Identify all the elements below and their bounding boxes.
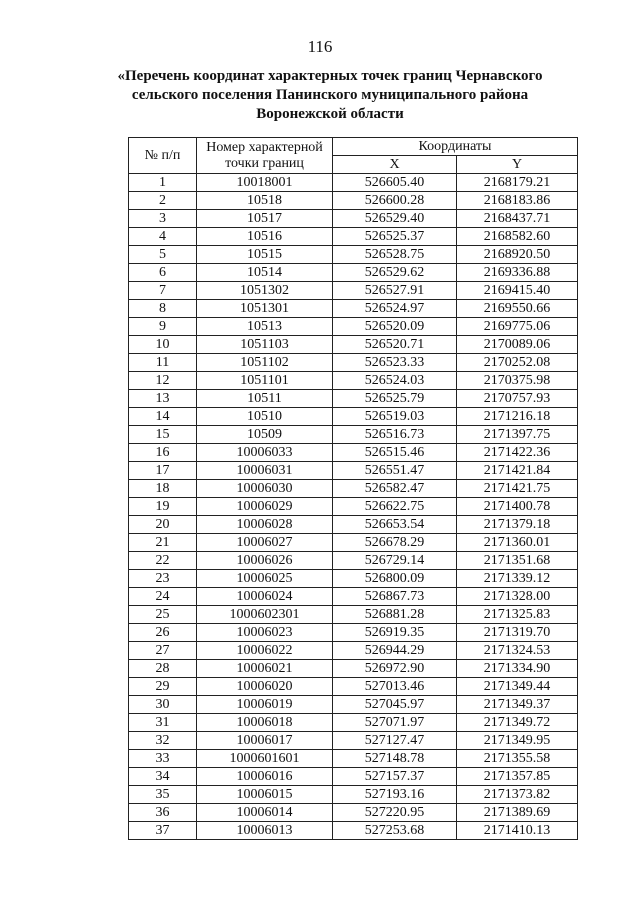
table-row	[129, 516, 578, 534]
cell-point: 10514	[197, 264, 333, 282]
cell-y: 2171319.70	[457, 624, 578, 642]
table-row	[129, 282, 578, 300]
cell-x: 526678.29	[333, 534, 457, 552]
cell-y: 2171422.36	[457, 444, 578, 462]
cell-x: 526529.40	[333, 210, 457, 228]
cell-x: 526527.91	[333, 282, 457, 300]
table-row	[129, 642, 578, 660]
table-row	[129, 354, 578, 372]
cell-point: 10509	[197, 426, 333, 444]
cell-num: 33	[129, 750, 197, 768]
cell-y: 2171324.53	[457, 642, 578, 660]
table-row	[129, 552, 578, 570]
cell-num: 9	[129, 318, 197, 336]
cell-x: 527157.37	[333, 768, 457, 786]
cell-y: 2171355.58	[457, 750, 578, 768]
cell-x: 526653.54	[333, 516, 457, 534]
cell-num: 37	[129, 822, 197, 840]
table-row	[129, 588, 578, 606]
cell-x: 526867.73	[333, 588, 457, 606]
cell-x: 527148.78	[333, 750, 457, 768]
cell-num: 29	[129, 678, 197, 696]
cell-num: 14	[129, 408, 197, 426]
cell-y: 2171397.75	[457, 426, 578, 444]
cell-point: 10006019	[197, 696, 333, 714]
cell-y: 2171410.13	[457, 822, 578, 840]
cell-y: 2169775.06	[457, 318, 578, 336]
cell-x: 526605.40	[333, 174, 457, 192]
document-title: «Перечень координат характерных точек границ Чернавского сельского поселения Панинского муниципального района Воронежской области	[117, 68, 543, 122]
cell-point: 10006030	[197, 480, 333, 498]
cell-y: 2171334.90	[457, 660, 578, 678]
table-row	[129, 786, 578, 804]
cell-num: 3	[129, 210, 197, 228]
cell-y: 2171349.72	[457, 714, 578, 732]
cell-num: 18	[129, 480, 197, 498]
cell-num: 5	[129, 246, 197, 264]
table-row	[129, 246, 578, 264]
cell-num: 32	[129, 732, 197, 750]
cell-num: 17	[129, 462, 197, 480]
cell-num: 6	[129, 264, 197, 282]
cell-y: 2169336.88	[457, 264, 578, 282]
table-row	[129, 390, 578, 408]
cell-point: 10006028	[197, 516, 333, 534]
cell-y: 2171349.37	[457, 696, 578, 714]
cell-point: 10006025	[197, 570, 333, 588]
table-row	[129, 696, 578, 714]
cell-x: 527193.16	[333, 786, 457, 804]
cell-x: 526524.03	[333, 372, 457, 390]
cell-y: 2171360.01	[457, 534, 578, 552]
table-row	[129, 804, 578, 822]
cell-num: 31	[129, 714, 197, 732]
cell-y: 2170375.98	[457, 372, 578, 390]
header-row	[129, 138, 578, 156]
cell-x: 527253.68	[333, 822, 457, 840]
table-row	[129, 426, 578, 444]
table-row	[129, 750, 578, 768]
cell-num: 34	[129, 768, 197, 786]
cell-num: 10	[129, 336, 197, 354]
cell-x: 526524.97	[333, 300, 457, 318]
cell-x: 526582.47	[333, 480, 457, 498]
cell-point: 1051101	[197, 372, 333, 390]
cell-num: 4	[129, 228, 197, 246]
cell-point: 10006024	[197, 588, 333, 606]
cell-point: 10517	[197, 210, 333, 228]
cell-point: 10006015	[197, 786, 333, 804]
table-row	[129, 732, 578, 750]
cell-point: 10515	[197, 246, 333, 264]
cell-num: 26	[129, 624, 197, 642]
cell-num: 2	[129, 192, 197, 210]
cell-x: 526528.75	[333, 246, 457, 264]
table-row	[129, 462, 578, 480]
coordinates-table	[128, 137, 578, 840]
cell-y: 2171421.75	[457, 480, 578, 498]
cell-num: 22	[129, 552, 197, 570]
cell-num: 1	[129, 174, 197, 192]
cell-num: 15	[129, 426, 197, 444]
cell-point: 10006016	[197, 768, 333, 786]
cell-x: 526944.29	[333, 642, 457, 660]
table-row	[129, 714, 578, 732]
cell-x: 526972.90	[333, 660, 457, 678]
cell-x: 527127.47	[333, 732, 457, 750]
table-row	[129, 336, 578, 354]
header-x: X	[333, 156, 457, 174]
cell-num: 35	[129, 786, 197, 804]
table-row	[129, 822, 578, 840]
table-row	[129, 408, 578, 426]
table-row	[129, 228, 578, 246]
cell-y: 2170252.08	[457, 354, 578, 372]
header-num: № п/п	[129, 138, 197, 174]
cell-num: 19	[129, 498, 197, 516]
cell-y: 2171349.95	[457, 732, 578, 750]
cell-y: 2171339.12	[457, 570, 578, 588]
cell-y: 2171349.44	[457, 678, 578, 696]
cell-point: 1051102	[197, 354, 333, 372]
cell-y: 2168920.50	[457, 246, 578, 264]
cell-point: 1000602301	[197, 606, 333, 624]
cell-num: 30	[129, 696, 197, 714]
cell-point: 10006026	[197, 552, 333, 570]
cell-point: 10518	[197, 192, 333, 210]
cell-point: 10018001	[197, 174, 333, 192]
cell-num: 25	[129, 606, 197, 624]
cell-y: 2171357.85	[457, 768, 578, 786]
table-row	[129, 318, 578, 336]
cell-point: 10006031	[197, 462, 333, 480]
cell-x: 526600.28	[333, 192, 457, 210]
cell-point: 10006033	[197, 444, 333, 462]
cell-point: 10006027	[197, 534, 333, 552]
cell-y: 2171216.18	[457, 408, 578, 426]
cell-point: 10516	[197, 228, 333, 246]
cell-x: 527220.95	[333, 804, 457, 822]
table-row	[129, 660, 578, 678]
cell-x: 527013.46	[333, 678, 457, 696]
cell-x: 526881.28	[333, 606, 457, 624]
cell-y: 2170757.93	[457, 390, 578, 408]
cell-num: 20	[129, 516, 197, 534]
cell-x: 526551.47	[333, 462, 457, 480]
cell-point: 10006018	[197, 714, 333, 732]
page-number: 116	[307, 37, 333, 56]
cell-y: 2169415.40	[457, 282, 578, 300]
cell-x: 526529.62	[333, 264, 457, 282]
table-row	[129, 570, 578, 588]
cell-num: 12	[129, 372, 197, 390]
cell-y: 2169550.66	[457, 300, 578, 318]
cell-x: 527071.97	[333, 714, 457, 732]
table-row	[129, 606, 578, 624]
cell-x: 527045.97	[333, 696, 457, 714]
cell-y: 2171379.18	[457, 516, 578, 534]
table-row	[129, 210, 578, 228]
cell-num: 8	[129, 300, 197, 318]
cell-x: 526622.75	[333, 498, 457, 516]
cell-num: 21	[129, 534, 197, 552]
cell-point: 10006013	[197, 822, 333, 840]
table-row	[129, 192, 578, 210]
cell-point: 10006022	[197, 642, 333, 660]
cell-x: 526729.14	[333, 552, 457, 570]
table-row	[129, 444, 578, 462]
cell-num: 11	[129, 354, 197, 372]
cell-x: 526519.03	[333, 408, 457, 426]
cell-point: 10006017	[197, 732, 333, 750]
cell-point: 10006014	[197, 804, 333, 822]
cell-point: 10006029	[197, 498, 333, 516]
table-row	[129, 498, 578, 516]
table-row	[129, 264, 578, 282]
table-body	[129, 174, 578, 840]
table-row	[129, 768, 578, 786]
cell-y: 2168183.86	[457, 192, 578, 210]
cell-y: 2168179.21	[457, 174, 578, 192]
cell-x: 526520.09	[333, 318, 457, 336]
cell-num: 7	[129, 282, 197, 300]
cell-y: 2171373.82	[457, 786, 578, 804]
cell-num: 16	[129, 444, 197, 462]
cell-y: 2168582.60	[457, 228, 578, 246]
table-row	[129, 678, 578, 696]
header-coordinates: Координаты	[333, 138, 578, 156]
table-row	[129, 300, 578, 318]
cell-x: 526515.46	[333, 444, 457, 462]
cell-x: 526919.35	[333, 624, 457, 642]
cell-x: 526525.37	[333, 228, 457, 246]
cell-point: 1051301	[197, 300, 333, 318]
table-row	[129, 534, 578, 552]
table-row	[129, 372, 578, 390]
cell-point: 1051302	[197, 282, 333, 300]
cell-y: 2171351.68	[457, 552, 578, 570]
cell-y: 2171325.83	[457, 606, 578, 624]
cell-point: 10006020	[197, 678, 333, 696]
cell-num: 28	[129, 660, 197, 678]
cell-y: 2171389.69	[457, 804, 578, 822]
cell-num: 13	[129, 390, 197, 408]
cell-x: 526523.33	[333, 354, 457, 372]
cell-x: 526520.71	[333, 336, 457, 354]
cell-point: 10513	[197, 318, 333, 336]
cell-point: 10006021	[197, 660, 333, 678]
cell-point: 1051103	[197, 336, 333, 354]
cell-y: 2170089.06	[457, 336, 578, 354]
cell-x: 526525.79	[333, 390, 457, 408]
cell-y: 2168437.71	[457, 210, 578, 228]
cell-y: 2171400.78	[457, 498, 578, 516]
cell-num: 27	[129, 642, 197, 660]
cell-point: 1000601601	[197, 750, 333, 768]
cell-x: 526516.73	[333, 426, 457, 444]
cell-num: 24	[129, 588, 197, 606]
header-y: Y	[457, 156, 578, 174]
table-row	[129, 624, 578, 642]
cell-point: 10511	[197, 390, 333, 408]
table-row	[129, 174, 578, 192]
cell-num: 23	[129, 570, 197, 588]
cell-point: 10006023	[197, 624, 333, 642]
cell-point: 10510	[197, 408, 333, 426]
cell-y: 2171421.84	[457, 462, 578, 480]
table-row	[129, 480, 578, 498]
header-point: Номер характерной точки границ	[197, 138, 333, 174]
cell-y: 2171328.00	[457, 588, 578, 606]
cell-x: 526800.09	[333, 570, 457, 588]
cell-num: 36	[129, 804, 197, 822]
